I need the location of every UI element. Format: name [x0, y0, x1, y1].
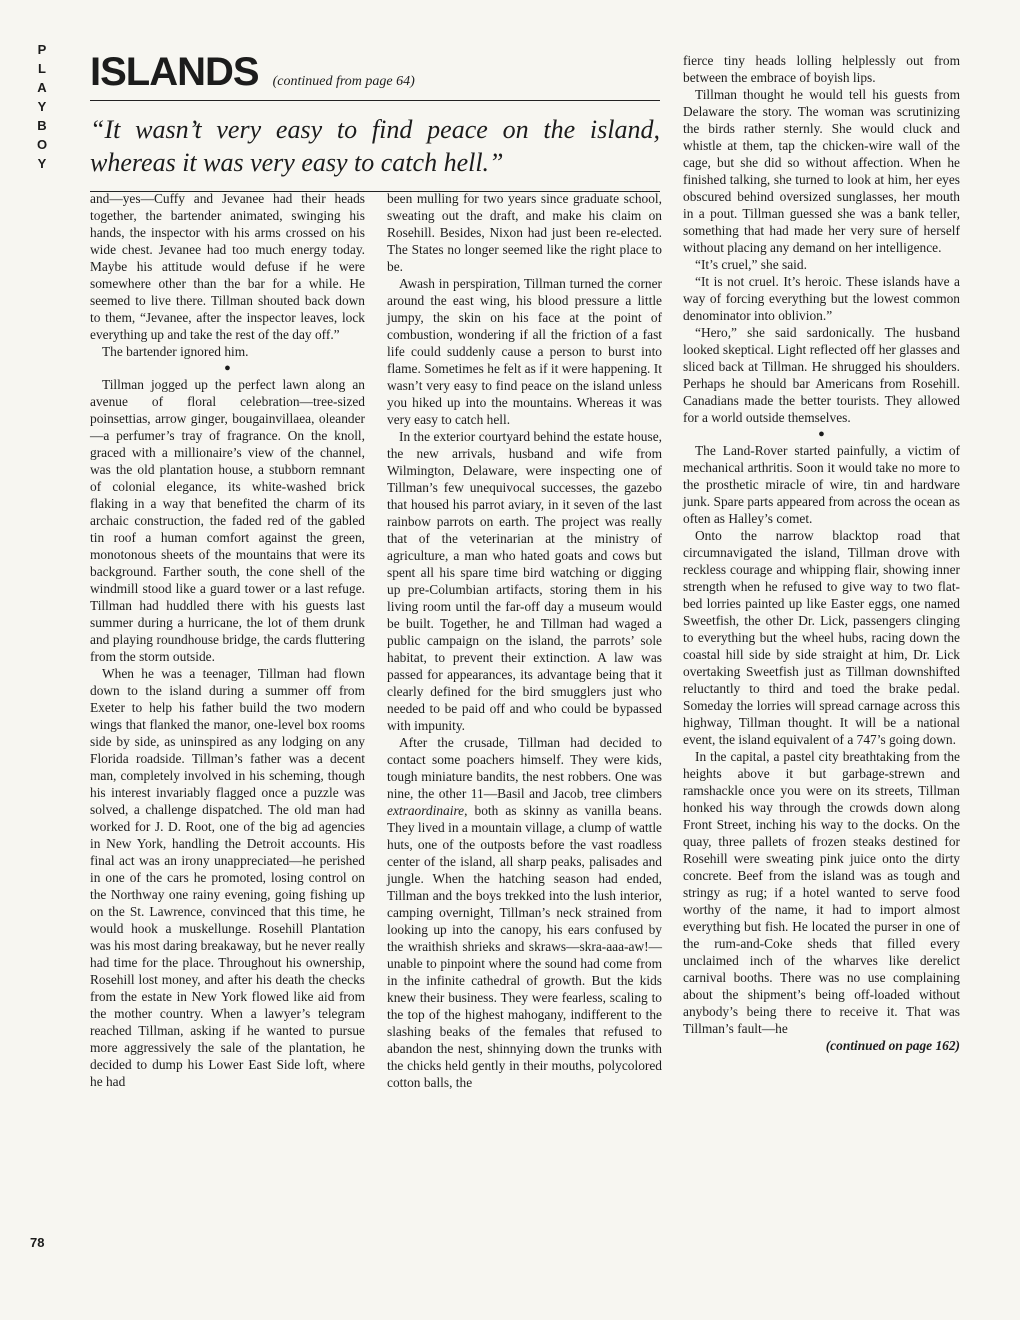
- paragraph: When he was a teenager, Tillman had flown down to the island during a summer off from Exeter to help his father build the two modern wings that flanked the manor, one-level box rooms side by side, as uninspired as any lodging on any Florida roadside. Tillman’s father was a decent man, completely involved in his scheming, though his interest invariably flagged once a puzzle was solved, a challenge dispatched. The old man had worked for J. D. Root, one of the big ad agencies in New York, handling the Detroit accounts. His final act was an irony unappreciated—he perished in one of the cars he promoted, losing control on the Northway one rainy evening, going fishing up on the St. Lawrence, convinced that this time, he would hook a muskellunge. Rosehill Plantation was his most daring breakaway, but he never really had time for the place. Throughout his ownership, Rosehill lost money, and after his death the checks from the estate in New York flowed like aid from the mother country. When a lawyer’s telegram reached Tillman, asking if he wanted to pursue more aggressively the sale of the plantation, he decided to dump his Lower East Side loft, where he had: [90, 666, 365, 1089]
- column-3: [683, 52, 960, 1054]
- paragraph: In the exterior courtyard behind the estate house, the new arrivals, husband and wife from Wilmington, Delaware, were inspecting one of Tillman’s few unequivocal successes, the gazebo that housed his parrot aviary, in it seven of the last rainbow parrots on earth. The project was really that of the veterinarian at the ministry of agriculture, a man who hated goats and cows but spent all his spare time bird watching or digging up pre-Columbian artifacts, storing them in his living room until the far-off day a museum would be built. Together, he and Tillman had waged a public campaign on the island, the parrots’ sole habitat, to prevent their extinction. A law was passed for appearances, its advantage being that it clearly defined for the bird smugglers just who needed to be paid off and who could be bypassed with impunity.: [387, 429, 662, 733]
- pull-quote: “It wasn’t very easy to find peace on the island, whereas it was very easy to catch hell.”: [90, 115, 660, 177]
- paragraph: Tillman thought he would tell his guests from Delaware the story. The woman was scrutinizing the birds rather sternly. She would cluck and whistle at them, tap the chicken-wire wall of the cage, but she did so without affection. When he finished talking, she turned to look at him, her eyes obscured behind oversized sunglasses, her mouth in a pout. Tillman guessed she was a bank teller, something that had made her very sure of herself without placing any demand on her intelligence.: [683, 87, 960, 255]
- paragraph: In the capital, a pastel city breathtaking from the heights above it but garbage-strewn and ramshackle once you were on its streets, Tillman honked his way through the crowds down along Front Street, inching his way to the docks. On the quay, three pallets of frozen steaks destined for Rosehill were sweating pink juice onto the dirty concrete. Beef from the island was as tough and stringy as rug; if a hotel wanted to serve food worthy of the name, it had to import almost everything but fish. He located the purser in one of the rum-and-Coke sheds that filled every unclaimed inch of the wharves like derelict carnival booths. There was no use complaining about the shipment’s being off-loaded without anybody’s being there to receive it. That was Tillman’s fault—he: [683, 749, 960, 1036]
- column-2: [387, 190, 662, 1091]
- masthead-playboy: [30, 40, 54, 173]
- continued-on-note: (continued on page 162): [825, 1038, 960, 1053]
- paragraph: Onto the narrow blacktop road that circumnavigated the island, Tillman drove with reckless courage and whipping flair, showing inner strength when he refused to give way to two flat-bed lorries painted up like Easter eggs, one named Sweetfish, the other Dr. Lick, passengers clinging to everything but the wheel hubs, racing down the coastal hill side by side straight at him, Dr. Lick overtaking Sweetfish just as Tillman downshifted reluctantly to third and toed the brake pedal. Someday the lorries will spread carnage across this highway, Tillman thought. It will be a national event, the island equivalent of a 747’s going down.: [683, 528, 960, 747]
- section-break-bullet: ●: [224, 362, 231, 374]
- paragraph: The Land-Rover started painfully, a victim of mechanical arthritis. Soon it would take no more to the prosthetic miracle of wire, tin and hardware junk. Spare parts appeared from across the ocean as often as Halley’s comet.: [683, 443, 960, 526]
- paragraph: Awash in perspiration, Tillman turned the corner around the east wing, his blood pressure a little jumpy, the skin on his face at the point of combustion, wondering if all the friction of a fast life could suddenly cause a person to burst into flame. Sometimes he felt as if it were happening. It wasn’t very easy to find peace on the island unless you hiked up into the mountains. Whereas it was very easy to catch hell.: [387, 276, 662, 427]
- paragraph: The bartender ignored him.: [102, 344, 249, 359]
- title-row: [90, 52, 660, 92]
- column-1: [90, 190, 365, 1090]
- paragraph: and—yes—Cuffy and Jevanee had their heads together, the bartender animated, swinging his hands, the inspector with his arms crossed on his wide chest. Jevanee had too much energy today. Maybe his attitude would defuse if he were somewhere other than the bar for a while. He seemed to live there. Tillman shouted back down to them, “Jevanee, after the inspector leaves, lock everything up and take the rest of the day off.”: [90, 191, 365, 342]
- text-run: After the crusade, Tillman had decided to contact some poachers himself. They were kids, tough miniature bandits, the nest robbers. One was nine, the other 11—Basil and Jacob, tree climbers: [387, 735, 662, 801]
- paragraph: “It’s cruel,” she said.: [695, 257, 807, 272]
- continued-from-note: (continued from page 64): [272, 74, 415, 89]
- masthead-letter: Y: [37, 156, 47, 171]
- paragraph: Tillman jogged up the perfect lawn along an avenue of floral celebration—tree-sized poinsettias, arrow ginger, bougainvillaea, oleander—a perfumer’s tray of fragrance. On the knoll, graced with a millionaire’s view of the channel, was the old plantation house, a stubborn remnant of colonial elegance, its white-washed brick flaking in a way that benefited the charm of its archaic construction, the faded red of the gabled tin roof a human comfort against the green, monotonous sheets of the mountains that were its background. Farther south, the cone shell of the windmill stood like a guard tower or a last refuge. Tillman had huddled there with his guests last summer during a hurricane, the lot of them drunk and playing roundhouse bridge, the cards fluttering from the storm outside.: [90, 377, 365, 664]
- paragraph: “It is not cruel. It’s heroic. These islands have a way of forcing everything but the lowest common denominator into oblivion.”: [683, 274, 960, 323]
- masthead-letter: B: [37, 118, 47, 133]
- masthead-letter: A: [37, 80, 47, 95]
- italic-text: extraordinaire: [387, 803, 465, 818]
- masthead-letter: O: [36, 137, 48, 152]
- page-number: 78: [30, 1235, 45, 1250]
- paragraph: [387, 734, 662, 1091]
- masthead-letter: L: [38, 61, 46, 76]
- paragraph: been mulling for two years since graduate school, sweating out the draft, and make his claim on Rosehill. Besides, Nixon had just been re-elected. The States no longer seemed like the right place to be.: [387, 191, 662, 274]
- paragraph: “Hero,” she said sardonically. The husband looked skeptical. Light reflected off her glasses and sliced back at Tillman. He shrugged his shoulders. Perhaps he should bar Americans from Rosehill. Canadians made the better tourists. They allowed for a world outside themselves.: [683, 325, 960, 425]
- masthead-letter: Y: [37, 99, 47, 114]
- article-header: [90, 52, 660, 192]
- paragraph: fierce tiny heads lolling helplessly out from between the embrace of boyish lips.: [683, 53, 960, 85]
- section-break-bullet: ●: [818, 428, 825, 440]
- article-title: ISLANDS: [90, 50, 259, 94]
- header-rule: [90, 100, 660, 101]
- masthead-letter: P: [37, 42, 47, 57]
- text-run: , both as skinny as vanilla beans. They lived in a mountain village, a clump of wattle huts, one of the outposts before the vast roadless center of the island, all sharp peaks, palisades and jungle. When the hatching season had ended, Tillman and the boys trekked into the lush interior, camping overnight, Tillman’s neck strained from looking up into the canopy, his ears confused by the wraithish shrieks and skraws—skra-aaa-aw!—unable to pinpoint where the sound had come from in the infinite cathedral of growth. But the kids knew their business. They were fearless, scaling to the top of the highest mahogany, indifferent to the slashing beaks of the females that refused to abandon the nest, shinnying down the trunks with the chicks held gently in their mouths, polycolored cotton balls, the: [387, 803, 662, 1090]
